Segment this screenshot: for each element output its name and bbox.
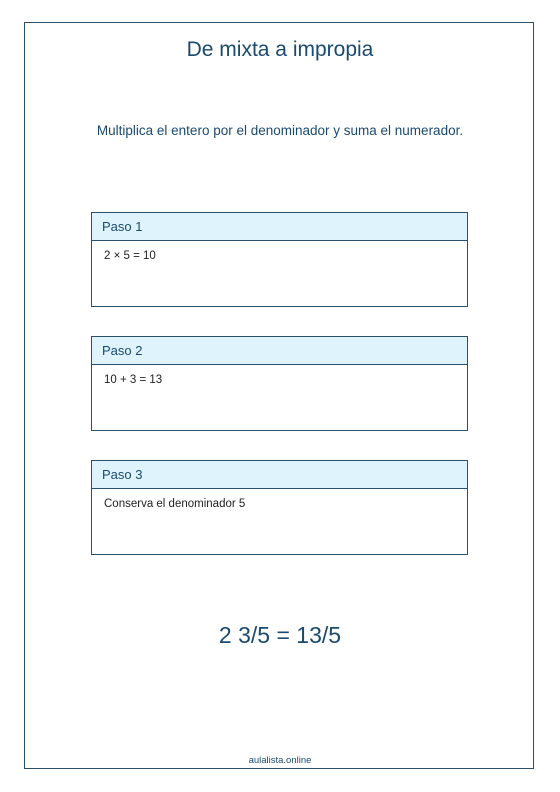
step-box-3 (91, 460, 468, 555)
step-box-1 (91, 212, 468, 307)
footer-link[interactable]: aulalista.online (248, 755, 312, 766)
step-content: 10 + 3 = 13 (104, 374, 163, 386)
step-label: Paso 3 (92, 461, 467, 489)
instruction-text: Multiplica el entero por el denominador y suma el numerador. (96, 123, 464, 138)
step-label: Paso 2 (92, 337, 467, 365)
page-title: De mixta a impropia (186, 38, 374, 61)
step-label: Paso 1 (92, 213, 467, 241)
step-content: 2 × 5 = 10 (104, 250, 156, 262)
result-equation: 2 3/5 = 13/5 (218, 622, 342, 648)
step-content: Conserva el denominador 5 (104, 498, 246, 510)
step-box-2 (91, 336, 468, 431)
